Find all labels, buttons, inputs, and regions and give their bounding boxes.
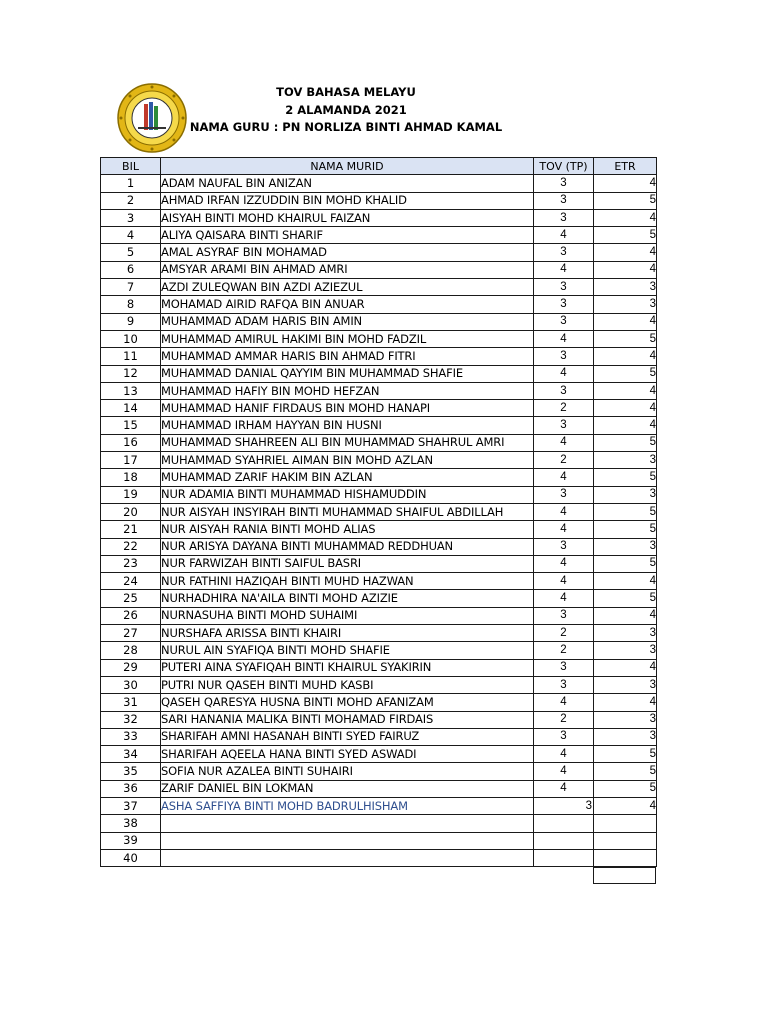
bil-cell: 32 bbox=[101, 711, 161, 728]
etr-cell: 4 bbox=[594, 417, 657, 434]
bil-cell: 9 bbox=[101, 313, 161, 330]
tov-cell: 3 bbox=[534, 486, 594, 503]
table-row bbox=[101, 573, 657, 590]
etr-cell: 3 bbox=[594, 452, 657, 469]
column-header-etr: ETR bbox=[594, 158, 657, 175]
nama-cell: AHMAD IRFAN IZZUDDIN BIN MOHD KHALID bbox=[161, 192, 534, 209]
table-row bbox=[101, 503, 657, 520]
table-row bbox=[101, 815, 657, 832]
tov-cell: 4 bbox=[534, 521, 594, 538]
tov-cell: 3 bbox=[534, 659, 594, 676]
etr-cell: 4 bbox=[594, 659, 657, 676]
tov-cell: 3 bbox=[534, 209, 594, 226]
nama-cell: MUHAMMAD DANIAL QAYYIM BIN MUHAMMAD SHAFIE bbox=[161, 365, 534, 382]
etr-cell: 3 bbox=[594, 676, 657, 693]
tov-cell: 2 bbox=[534, 642, 594, 659]
etr-cell: 4 bbox=[594, 261, 657, 278]
table-header-row bbox=[101, 158, 657, 175]
bil-cell: 25 bbox=[101, 590, 161, 607]
tov-cell: 3 bbox=[534, 797, 594, 814]
table-row bbox=[101, 486, 657, 503]
tov-cell: 4 bbox=[534, 365, 594, 382]
empty-cell bbox=[593, 867, 656, 884]
nama-cell: ALIYA QAISARA BINTI SHARIF bbox=[161, 227, 534, 244]
etr-cell: 3 bbox=[594, 538, 657, 555]
nama-cell: NURNASUHA BINTI MOHD SUHAIMI bbox=[161, 607, 534, 624]
table-row bbox=[101, 832, 657, 849]
bil-cell: 40 bbox=[101, 849, 161, 866]
bil-cell: 29 bbox=[101, 659, 161, 676]
bil-cell: 21 bbox=[101, 521, 161, 538]
table-row bbox=[101, 313, 657, 330]
tov-cell bbox=[534, 849, 594, 866]
tov-cell: 3 bbox=[534, 382, 594, 399]
table-row bbox=[101, 555, 657, 572]
class-title: 2 ALAMANDA 2021 bbox=[285, 102, 407, 117]
nama-cell: MUHAMMAD HANIF FIRDAUS BIN MOHD HANAPI bbox=[161, 400, 534, 417]
nama-cell: AISYAH BINTI MOHD KHAIRUL FAIZAN bbox=[161, 209, 534, 226]
tov-cell: 3 bbox=[534, 728, 594, 745]
bil-cell: 18 bbox=[101, 469, 161, 486]
nama-cell: AMSYAR ARAMI BIN AHMAD AMRI bbox=[161, 261, 534, 278]
tov-cell: 4 bbox=[534, 434, 594, 451]
nama-cell: NUR ADAMIA BINTI MUHAMMAD HISHAMUDDIN bbox=[161, 486, 534, 503]
table-row bbox=[101, 244, 657, 261]
bil-cell: 24 bbox=[101, 573, 161, 590]
nama-cell: PUTRI NUR QASEH BINTI MUHD KASBI bbox=[161, 676, 534, 693]
tov-cell: 4 bbox=[534, 469, 594, 486]
table-row bbox=[101, 400, 657, 417]
bil-cell: 6 bbox=[101, 261, 161, 278]
etr-cell: 4 bbox=[594, 382, 657, 399]
nama-cell: ADAM NAUFAL BIN ANIZAN bbox=[161, 175, 534, 192]
nama-cell: NUR AISYAH INSYIRAH BINTI MUHAMMAD SHAIFUL ABDILLAH bbox=[161, 503, 534, 520]
nama-cell: MUHAMMAD AMMAR HARIS BIN AHMAD FITRI bbox=[161, 348, 534, 365]
nama-cell: AMAL ASYRAF BIN MOHAMAD bbox=[161, 244, 534, 261]
etr-cell: 4 bbox=[594, 797, 657, 814]
bil-cell: 14 bbox=[101, 400, 161, 417]
table-row bbox=[101, 659, 657, 676]
tov-cell: 3 bbox=[534, 244, 594, 261]
etr-cell: 4 bbox=[594, 244, 657, 261]
nama-cell: MUHAMMAD IRHAM HAYYAN BIN HUSNI bbox=[161, 417, 534, 434]
bil-cell: 5 bbox=[101, 244, 161, 261]
etr-cell: 5 bbox=[594, 590, 657, 607]
tov-cell: 2 bbox=[534, 400, 594, 417]
bil-cell: 16 bbox=[101, 434, 161, 451]
table-row bbox=[101, 625, 657, 642]
table-row bbox=[101, 330, 657, 347]
document-header bbox=[170, 84, 522, 137]
bil-cell: 10 bbox=[101, 330, 161, 347]
tov-cell: 3 bbox=[534, 279, 594, 296]
bil-cell: 1 bbox=[101, 175, 161, 192]
student-table bbox=[100, 157, 657, 867]
etr-cell bbox=[594, 832, 657, 849]
table-row bbox=[101, 227, 657, 244]
tov-cell: 3 bbox=[534, 313, 594, 330]
etr-cell: 5 bbox=[594, 365, 657, 382]
table-row bbox=[101, 417, 657, 434]
nama-cell: PUTERI AINA SYAFIQAH BINTI KHAIRUL SYAKIRIN bbox=[161, 659, 534, 676]
bil-cell: 27 bbox=[101, 625, 161, 642]
table-row bbox=[101, 538, 657, 555]
table-row bbox=[101, 642, 657, 659]
nama-cell: ASHA SAFFIYA BINTI MOHD BADRULHISHAM bbox=[161, 797, 534, 814]
tov-cell: 4 bbox=[534, 746, 594, 763]
bil-cell: 13 bbox=[101, 382, 161, 399]
bil-cell: 8 bbox=[101, 296, 161, 313]
tov-cell: 3 bbox=[534, 417, 594, 434]
etr-cell: 5 bbox=[594, 330, 657, 347]
bil-cell: 4 bbox=[101, 227, 161, 244]
tov-cell: 4 bbox=[534, 227, 594, 244]
etr-cell: 4 bbox=[594, 175, 657, 192]
bil-cell: 15 bbox=[101, 417, 161, 434]
etr-cell: 5 bbox=[594, 555, 657, 572]
nama-cell: NUR AISYAH RANIA BINTI MOHD ALIAS bbox=[161, 521, 534, 538]
nama-cell: MUHAMMAD ZARIF HAKIM BIN AZLAN bbox=[161, 469, 534, 486]
table-row bbox=[101, 797, 657, 814]
etr-cell: 4 bbox=[594, 209, 657, 226]
etr-cell: 4 bbox=[594, 607, 657, 624]
table-row bbox=[101, 452, 657, 469]
bil-cell: 3 bbox=[101, 209, 161, 226]
nama-cell: NURUL AIN SYAFIQA BINTI MOHD SHAFIE bbox=[161, 642, 534, 659]
etr-cell: 3 bbox=[594, 486, 657, 503]
tov-cell: 4 bbox=[534, 780, 594, 797]
tov-cell: 4 bbox=[534, 503, 594, 520]
etr-cell: 5 bbox=[594, 503, 657, 520]
table-row bbox=[101, 590, 657, 607]
etr-cell bbox=[594, 849, 657, 866]
etr-cell: 3 bbox=[594, 279, 657, 296]
bil-cell: 22 bbox=[101, 538, 161, 555]
tov-cell: 3 bbox=[534, 175, 594, 192]
table-row bbox=[101, 469, 657, 486]
nama-cell bbox=[161, 832, 534, 849]
teacher-name: NAMA GURU : PN NORLIZA BINTI AHMAD KAMAL bbox=[189, 120, 503, 134]
nama-cell: SARI HANANIA MALIKA BINTI MOHAMAD FIRDAIS bbox=[161, 711, 534, 728]
tov-cell: 4 bbox=[534, 330, 594, 347]
table-row bbox=[101, 711, 657, 728]
bil-cell: 12 bbox=[101, 365, 161, 382]
bil-cell: 35 bbox=[101, 763, 161, 780]
nama-cell: NUR ARISYA DAYANA BINTI MUHAMMAD REDDHUAN bbox=[161, 538, 534, 555]
table-row bbox=[101, 607, 657, 624]
bil-cell: 2 bbox=[101, 192, 161, 209]
nama-cell: ZARIF DANIEL BIN LOKMAN bbox=[161, 780, 534, 797]
tov-cell: 4 bbox=[534, 763, 594, 780]
etr-cell: 5 bbox=[594, 434, 657, 451]
etr-cell: 4 bbox=[594, 573, 657, 590]
nama-cell bbox=[161, 815, 534, 832]
etr-cell: 3 bbox=[594, 296, 657, 313]
tov-cell: 3 bbox=[534, 676, 594, 693]
etr-cell: 4 bbox=[594, 313, 657, 330]
tov-cell: 3 bbox=[534, 192, 594, 209]
bil-cell: 38 bbox=[101, 815, 161, 832]
table-row bbox=[101, 296, 657, 313]
nama-cell: MUHAMMAD AMIRUL HAKIMI BIN MOHD FADZIL bbox=[161, 330, 534, 347]
nama-cell: NURHADHIRA NA'AILA BINTI MOHD AZIZIE bbox=[161, 590, 534, 607]
etr-cell: 5 bbox=[594, 746, 657, 763]
table-row bbox=[101, 521, 657, 538]
tov-cell: 3 bbox=[534, 296, 594, 313]
table-row bbox=[101, 175, 657, 192]
table-row bbox=[101, 746, 657, 763]
bil-cell: 34 bbox=[101, 746, 161, 763]
etr-cell: 5 bbox=[594, 763, 657, 780]
tov-cell: 3 bbox=[534, 538, 594, 555]
etr-cell: 3 bbox=[594, 711, 657, 728]
table-row bbox=[101, 728, 657, 745]
bil-cell: 23 bbox=[101, 555, 161, 572]
nama-cell: NUR FARWIZAH BINTI SAIFUL BASRI bbox=[161, 555, 534, 572]
tov-cell: 4 bbox=[534, 261, 594, 278]
etr-cell: 5 bbox=[594, 469, 657, 486]
bil-cell: 36 bbox=[101, 780, 161, 797]
tov-cell: 4 bbox=[534, 694, 594, 711]
nama-cell: MUHAMMAD ADAM HARIS BIN AMIN bbox=[161, 313, 534, 330]
table-row bbox=[101, 763, 657, 780]
nama-cell: MUHAMMAD SHAHREEN ALI BIN MUHAMMAD SHAHRUL AMRI bbox=[161, 434, 534, 451]
etr-cell: 5 bbox=[594, 227, 657, 244]
etr-cell: 5 bbox=[594, 192, 657, 209]
bil-cell: 31 bbox=[101, 694, 161, 711]
etr-cell: 3 bbox=[594, 728, 657, 745]
nama-cell: SOFIA NUR AZALEA BINTI SUHAIRI bbox=[161, 763, 534, 780]
bil-cell: 26 bbox=[101, 607, 161, 624]
bil-cell: 7 bbox=[101, 279, 161, 296]
tov-cell: 3 bbox=[534, 607, 594, 624]
nama-cell: SHARIFAH AMNI HASANAH BINTI SYED FAIRUZ bbox=[161, 728, 534, 745]
column-header-tov: TOV (TP) bbox=[534, 158, 594, 175]
table-row bbox=[101, 780, 657, 797]
subject-title: TOV BAHASA MELAYU bbox=[276, 85, 416, 99]
table-row bbox=[101, 434, 657, 451]
nama-cell: NUR FATHINI HAZIQAH BINTI MUHD HAZWAN bbox=[161, 573, 534, 590]
bil-cell: 39 bbox=[101, 832, 161, 849]
nama-cell: NURSHAFA ARISSA BINTI KHAIRI bbox=[161, 625, 534, 642]
bil-cell: 33 bbox=[101, 728, 161, 745]
etr-cell: 3 bbox=[594, 642, 657, 659]
nama-cell bbox=[161, 849, 534, 866]
table-row bbox=[101, 365, 657, 382]
nama-cell: MUHAMMAD SYAHRIEL AIMAN BIN MOHD AZLAN bbox=[161, 452, 534, 469]
tov-cell bbox=[534, 832, 594, 849]
tov-cell: 4 bbox=[534, 555, 594, 572]
etr-cell: 5 bbox=[594, 521, 657, 538]
etr-cell bbox=[594, 815, 657, 832]
table-row bbox=[101, 209, 657, 226]
tov-cell bbox=[534, 815, 594, 832]
table-row bbox=[101, 694, 657, 711]
bil-cell: 17 bbox=[101, 452, 161, 469]
etr-cell: 4 bbox=[594, 694, 657, 711]
tov-cell: 4 bbox=[534, 590, 594, 607]
nama-cell: MUHAMMAD HAFIY BIN MOHD HEFZAN bbox=[161, 382, 534, 399]
tov-cell: 2 bbox=[534, 711, 594, 728]
tov-cell: 4 bbox=[534, 573, 594, 590]
bil-cell: 37 bbox=[101, 797, 161, 814]
bil-cell: 20 bbox=[101, 503, 161, 520]
bil-cell: 30 bbox=[101, 676, 161, 693]
table-row bbox=[101, 348, 657, 365]
table-row bbox=[101, 261, 657, 278]
tov-cell: 3 bbox=[534, 348, 594, 365]
bil-cell: 11 bbox=[101, 348, 161, 365]
table-row bbox=[101, 676, 657, 693]
nama-cell: AZDI ZULEQWAN BIN AZDI AZIEZUL bbox=[161, 279, 534, 296]
column-header-bil: BIL bbox=[101, 158, 161, 175]
nama-cell: MOHAMAD AIRID RAFQA BIN ANUAR bbox=[161, 296, 534, 313]
tov-cell: 2 bbox=[534, 625, 594, 642]
bil-cell: 19 bbox=[101, 486, 161, 503]
table-row bbox=[101, 192, 657, 209]
etr-cell: 3 bbox=[594, 625, 657, 642]
nama-cell: QASEH QARESYA HUSNA BINTI MOHD AFANIZAM bbox=[161, 694, 534, 711]
column-header-nama: NAMA MURID bbox=[161, 158, 534, 175]
bil-cell: 28 bbox=[101, 642, 161, 659]
etr-cell: 4 bbox=[594, 348, 657, 365]
nama-cell: SHARIFAH AQEELA HANA BINTI SYED ASWADI bbox=[161, 746, 534, 763]
table-row bbox=[101, 279, 657, 296]
tov-cell: 2 bbox=[534, 452, 594, 469]
table-row bbox=[101, 382, 657, 399]
etr-cell: 5 bbox=[594, 780, 657, 797]
etr-cell: 4 bbox=[594, 400, 657, 417]
table-row bbox=[101, 849, 657, 866]
